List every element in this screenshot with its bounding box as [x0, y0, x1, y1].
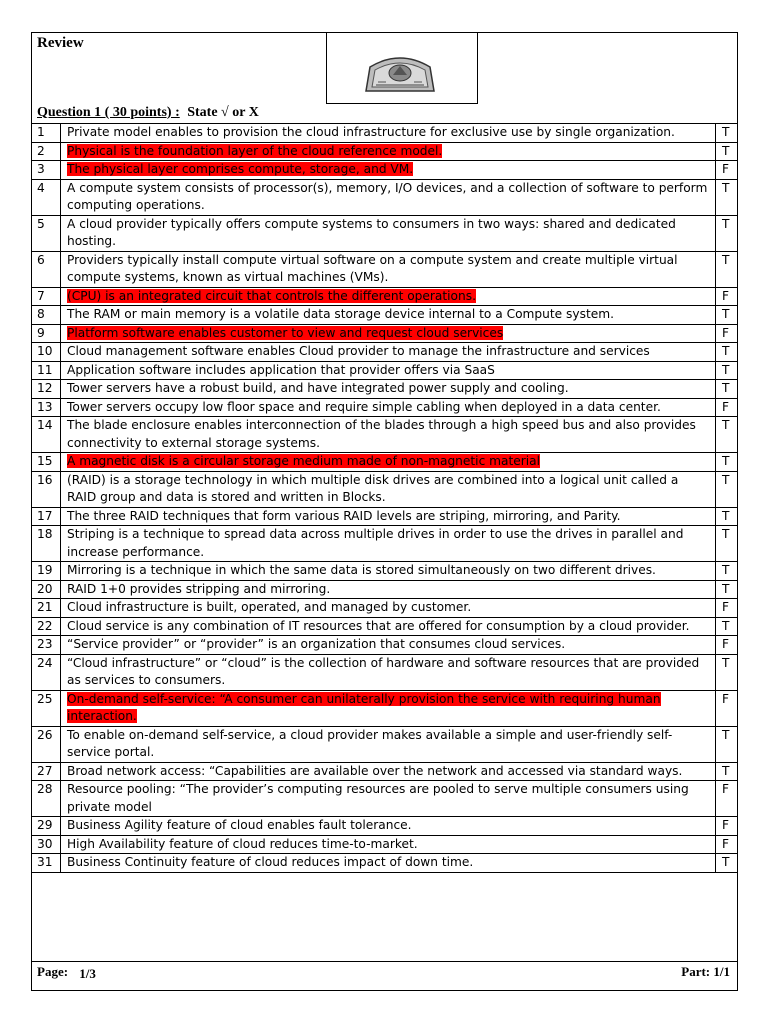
answer-cell: T [716, 215, 738, 251]
answer-cell: T [716, 251, 738, 287]
question-cell [61, 580, 716, 599]
question-number: 11 [32, 361, 61, 380]
question-row [32, 599, 738, 618]
answer-cell: T [716, 306, 738, 325]
question-row [32, 161, 738, 180]
statement-text: Providers typically install compute virtual software on a compute system and create multiple virtual compute systems, known as virtual machines (VMs). [67, 252, 678, 284]
highlighted-statement: Platform software enables customer to view and request cloud services [67, 325, 504, 340]
answer-cell: T [716, 580, 738, 599]
question-number: 17 [32, 507, 61, 526]
question-cell [61, 453, 716, 472]
question-row [32, 453, 738, 472]
question-row [32, 781, 738, 817]
question-row [32, 507, 738, 526]
question-cell [61, 251, 716, 287]
answer-cell: T [716, 343, 738, 362]
question-label: Question 1 ( 30 points) : [37, 105, 180, 120]
question-row [32, 215, 738, 251]
question-cell [61, 726, 716, 762]
question-row [32, 361, 738, 380]
question-cell [61, 324, 716, 343]
question-row [32, 287, 738, 306]
answer-cell: T [716, 142, 738, 161]
question-number: 26 [32, 726, 61, 762]
statement-text: Striping is a technique to spread data across multiple drives in order to use the drives in parallel and increase performance. [67, 527, 684, 559]
question-cell [61, 854, 716, 873]
question-cell [61, 380, 716, 399]
statement-text: (RAID) is a storage technology in which multiple disk drives are combined into a logical unit called a RAID group and data is stored and written in Blocks. [67, 472, 679, 504]
question-number: 25 [32, 690, 61, 726]
question-cell [61, 835, 716, 854]
question-row [32, 636, 738, 655]
answer-cell: T [716, 526, 738, 562]
question-cell [61, 124, 716, 143]
question-number: 21 [32, 599, 61, 618]
statement-text: Cloud infrastructure is built, operated, and managed by customer. [67, 600, 472, 614]
question-number: 13 [32, 398, 61, 417]
statement-text: Tower servers have a robust build, and have integrated power supply and cooling. [67, 381, 569, 395]
statement-text: “Cloud infrastructure” or “cloud” is the collection of hardware and software resources that are provided as services to consumers. [67, 655, 700, 687]
question-row [32, 580, 738, 599]
question-row [32, 124, 738, 143]
question-row [32, 690, 738, 726]
question-number: 2 [32, 142, 61, 161]
question-cell [61, 636, 716, 655]
question-cell [61, 417, 716, 453]
answer-cell: T [716, 453, 738, 472]
question-cell [61, 287, 716, 306]
question-cell [61, 306, 716, 325]
question-cell [61, 562, 716, 581]
question-cell [61, 526, 716, 562]
statement-text: Cloud management software enables Cloud provider to manage the infrastructure and services [67, 344, 650, 358]
question-cell [61, 215, 716, 251]
question-cell [61, 654, 716, 690]
answer-cell: F [716, 636, 738, 655]
statement-text: RAID 1+0 provides stripping and mirroring. [67, 581, 331, 596]
page-label: Page: [37, 964, 69, 979]
question-number: 22 [32, 617, 61, 636]
question-number: 15 [32, 453, 61, 472]
statement-text: Private model enables to provision the cloud infrastructure for exclusive use by single organization. [67, 125, 675, 139]
answer-cell: F [716, 324, 738, 343]
statement-text: Business Agility feature of cloud enables fault tolerance. [67, 818, 412, 832]
question-number: 31 [32, 854, 61, 873]
question-number: 1 [32, 124, 61, 143]
statement-text: Tower servers occupy low floor space and require simple cabling when deployed in a data center. [67, 399, 661, 414]
footer-divider [31, 961, 738, 962]
footer-part: Part: 1/1 [681, 964, 730, 979]
answer-cell: T [716, 124, 738, 143]
question-number: 9 [32, 324, 61, 343]
statement-text: Business Continuity feature of cloud reduces impact of down time. [67, 855, 474, 869]
question-row [32, 179, 738, 215]
answer-cell: T [716, 361, 738, 380]
statement-text: High Availability feature of cloud reduces time-to-market. [67, 836, 418, 851]
question-cell [61, 617, 716, 636]
page-title: Review [37, 35, 84, 51]
question-cell [61, 179, 716, 215]
question-row [32, 654, 738, 690]
statement-text: “Service provider” or “provider” is an organization that consumes cloud services. [67, 637, 566, 651]
statement-text: The RAM or main memory is a volatile data storage device internal to a Compute system. [67, 307, 614, 321]
question-number: 29 [32, 817, 61, 836]
question-row [32, 854, 738, 873]
statement-text: Resource pooling: “The provider’s computing resources are pooled to serve multiple consumers using private model [67, 782, 689, 814]
question-row [32, 471, 738, 507]
question-row [32, 343, 738, 362]
highlighted-statement: On-demand self-service: “A consumer can unilaterally provision the service with requiring human interaction. [67, 691, 661, 723]
answer-cell: T [716, 507, 738, 526]
answer-cell: F [716, 287, 738, 306]
statement-text: The blade enclosure enables interconnection of the blades through a high speed bus and also provides connectivity to external storage systems. [67, 418, 696, 450]
question-cell [61, 817, 716, 836]
answer-cell: F [716, 835, 738, 854]
question-row [32, 762, 738, 781]
question-number: 28 [32, 781, 61, 817]
question-number: 20 [32, 580, 61, 599]
question-row [32, 251, 738, 287]
question-row [32, 380, 738, 399]
statement-text: The three RAID techniques that form various RAID levels are striping, mirroring, and Parity. [67, 508, 621, 523]
question-number: 4 [32, 179, 61, 215]
question-row [32, 617, 738, 636]
question-number: 7 [32, 287, 61, 306]
question-number: 6 [32, 251, 61, 287]
question-number: 12 [32, 380, 61, 399]
highlighted-statement: A magnetic disk is a circular storage medium made of non-magnetic material [67, 454, 541, 468]
answer-cell: F [716, 817, 738, 836]
question-row [32, 417, 738, 453]
answer-cell: T [716, 854, 738, 873]
question-number: 5 [32, 215, 61, 251]
question-number: 10 [32, 343, 61, 362]
answer-cell: F [716, 781, 738, 817]
answer-cell: T [716, 617, 738, 636]
question-row [32, 398, 738, 417]
question-cell [61, 398, 716, 417]
question-number: 24 [32, 654, 61, 690]
answer-cell: F [716, 398, 738, 417]
answer-cell: T [716, 380, 738, 399]
question-row [32, 142, 738, 161]
question-cell [61, 781, 716, 817]
question-cell [61, 507, 716, 526]
highlighted-statement: Physical is the foundation layer of the cloud reference model. [67, 143, 443, 158]
answer-cell: F [716, 690, 738, 726]
question-cell [61, 142, 716, 161]
statement-text: Cloud service is any combination of IT resources that are offered for consumption by a cloud provider. [67, 618, 690, 633]
question-number: 27 [32, 762, 61, 781]
answer-cell: T [716, 417, 738, 453]
page-number: 1/3 [79, 966, 96, 981]
question-cell [61, 762, 716, 781]
answer-cell: T [716, 562, 738, 581]
question-cell [61, 343, 716, 362]
question-number: 18 [32, 526, 61, 562]
statement-text: Application software includes application that provider offers via SaaS [67, 362, 495, 377]
university-logo-icon [360, 53, 440, 93]
highlighted-statement: (CPU) is an integrated circuit that controls the different operations. [67, 288, 476, 303]
question-row [32, 306, 738, 325]
question-number: 19 [32, 562, 61, 581]
question-cell [61, 599, 716, 618]
question-cell [61, 161, 716, 180]
answer-cell: F [716, 161, 738, 180]
question-cell [61, 361, 716, 380]
question-row [32, 562, 738, 581]
answer-cell: T [716, 762, 738, 781]
question-row [32, 324, 738, 343]
answer-cell: T [716, 471, 738, 507]
question-row [32, 526, 738, 562]
question-number: 3 [32, 161, 61, 180]
question-number: 8 [32, 306, 61, 325]
answer-cell: F [716, 599, 738, 618]
statement-text: Broad network access: “Capabilities are available over the network and accessed via standard ways. [67, 763, 683, 778]
question-heading [37, 105, 259, 121]
question-number: 16 [32, 471, 61, 507]
answer-cell: T [716, 654, 738, 690]
questions-table [31, 123, 738, 873]
logo-box [326, 33, 478, 104]
statement-text: A compute system consists of processor(s), memory, I/O devices, and a collection of software to perform computing operations. [67, 180, 708, 212]
statement-text: A cloud provider typically offers compute systems to consumers in two ways: shared and dedicated hosting. [67, 216, 676, 248]
question-row [32, 817, 738, 836]
question-number: 23 [32, 636, 61, 655]
question-cell [61, 690, 716, 726]
statement-text: Mirroring is a technique in which the same data is stored simultaneously on two different drives. [67, 563, 656, 577]
question-number: 14 [32, 417, 61, 453]
footer-page [37, 964, 96, 980]
answer-cell: T [716, 179, 738, 215]
question-row [32, 726, 738, 762]
answer-cell: T [716, 726, 738, 762]
question-row [32, 835, 738, 854]
question-number: 30 [32, 835, 61, 854]
question-cell [61, 471, 716, 507]
highlighted-statement: The physical layer comprises compute, storage, and VM. [67, 162, 414, 176]
statement-text: To enable on-demand self-service, a cloud provider makes available a simple and user-friendly self-service portal. [67, 727, 673, 759]
question-instruction: State √ or X [187, 105, 259, 120]
